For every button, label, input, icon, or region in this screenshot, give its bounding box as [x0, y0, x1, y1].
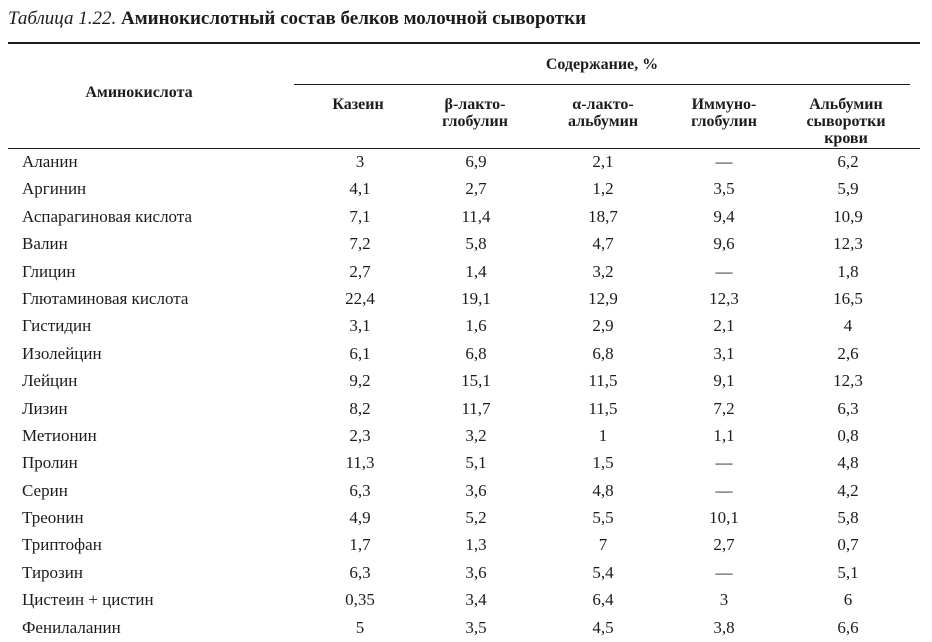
table-cell: 4,5: [592, 617, 614, 637]
table-cell: 2,7: [349, 261, 371, 281]
table-cell: 5: [355, 617, 365, 637]
table-row: [0, 175, 932, 202]
amino-acid-name: Изолейцин: [22, 343, 102, 363]
table-row: [0, 586, 932, 613]
table-cell: 2,1: [713, 316, 735, 336]
table-cell: 4,2: [837, 480, 859, 500]
table-cell: —: [715, 261, 733, 281]
table-cell: 9,1: [713, 371, 735, 391]
table-cell: 4,9: [349, 508, 371, 528]
amino-acid-name: Пролин: [22, 453, 78, 473]
table-cell: 11,4: [461, 206, 491, 226]
table-cell: 5,1: [465, 453, 487, 473]
table-cell: 6,3: [349, 480, 371, 500]
column-header-serum-albumin: Альбумин сыворотки крови: [806, 96, 886, 147]
table-cell: 2,7: [465, 179, 487, 199]
amino-acid-name: Лейцин: [22, 371, 78, 391]
table-cell: 1,3: [465, 535, 487, 555]
table-cell: 5,8: [465, 234, 487, 254]
table-caption: [8, 2, 586, 36]
table-cell: 5,5: [592, 508, 614, 528]
table-cell: 3,6: [465, 480, 487, 500]
table-cell: 1,4: [465, 261, 487, 281]
table-cell: 4: [843, 316, 853, 336]
table-cell: 1,2: [592, 179, 614, 199]
amino-acid-name: Глицин: [22, 261, 76, 281]
table-cell: 6,8: [465, 343, 487, 363]
table-row: [0, 203, 932, 230]
table-row: [0, 504, 932, 531]
table-cell: 4,1: [349, 179, 371, 199]
table-cell: 1,6: [465, 316, 487, 336]
table-cell: —: [715, 453, 733, 473]
table-cell: 2,6: [837, 343, 859, 363]
table-cell: 1: [598, 425, 608, 445]
table-cell: 6: [843, 590, 853, 610]
amino-acid-name: Аланин: [22, 152, 78, 171]
table-cell: 1,1: [713, 425, 735, 445]
table-cell: —: [715, 480, 733, 500]
table-row: [0, 340, 932, 367]
table-cell: 7,2: [349, 234, 371, 254]
table-cell: 9,2: [349, 371, 371, 391]
table-cell: 5,4: [592, 562, 614, 582]
table-cell: 1,5: [592, 453, 614, 473]
table-cell: 12,3: [709, 288, 739, 308]
amino-acid-name: Цистеин + цистин: [22, 590, 154, 610]
table-cell: 15,1: [461, 371, 491, 391]
table-cell: 6,3: [837, 398, 859, 418]
amino-acid-name: Аспарагиновая кислота: [22, 206, 193, 226]
table-cell: 7,1: [349, 206, 371, 226]
table-row: [0, 395, 932, 422]
amino-acid-name: Фенилаланин: [22, 617, 121, 637]
table-cell: 3,6: [465, 562, 487, 582]
column-header-alpha-lactalbumin: α-лакто- альбумин: [567, 96, 639, 130]
table-cell: 11,7: [461, 398, 491, 418]
table-row: [0, 367, 932, 394]
table-cell: 3,1: [713, 343, 735, 363]
top-rule: [8, 42, 920, 44]
table-cell: 6,3: [349, 562, 371, 582]
column-header-beta-lactoglobulin: β-лакто- глобулин: [442, 96, 508, 130]
table-row: [0, 449, 932, 476]
table-cell: 3,8: [713, 617, 735, 637]
table-cell: 16,5: [833, 288, 863, 308]
table-row: [0, 312, 932, 339]
table-row: [0, 258, 932, 285]
amino-acid-name: Треонин: [22, 508, 84, 528]
amino-acid-name: Гистидин: [22, 316, 92, 336]
table-row: [0, 230, 932, 257]
table-row: [0, 148, 932, 175]
table-cell: 12,3: [833, 234, 863, 254]
table-cell: 7,2: [713, 398, 735, 418]
table-cell: 5,1: [837, 562, 859, 582]
table-cell: 12,3: [833, 371, 863, 391]
table-cell: 6,4: [592, 590, 614, 610]
amino-acid-name: Валин: [22, 234, 68, 254]
amino-acid-name: Метионин: [22, 425, 97, 445]
table-cell: 1,7: [349, 535, 371, 555]
table-cell: 11,3: [345, 453, 375, 473]
table-cell: 19,1: [461, 288, 491, 308]
table-number: Таблица 1.22.: [8, 8, 117, 29]
table-cell: 5,2: [465, 508, 487, 528]
table-cell: 2,9: [592, 316, 614, 336]
column-header-casein: Казеин: [332, 96, 384, 113]
table-cell: 11,5: [588, 371, 618, 391]
table-cell: 10,9: [833, 206, 863, 226]
table-cell: 6,9: [465, 152, 487, 171]
table-cell: 18,7: [588, 206, 618, 226]
table-cell: 1,8: [837, 261, 859, 281]
table-cell: 3,2: [592, 261, 614, 281]
table-cell: 3: [719, 590, 729, 610]
table-cell: 3: [355, 152, 365, 171]
table-cell: 4,8: [592, 480, 614, 500]
table-cell: 2,7: [713, 535, 735, 555]
table-cell: 3,4: [465, 590, 487, 610]
amino-acid-name: Тирозин: [22, 562, 83, 582]
table-cell: 0,7: [837, 535, 859, 555]
table-row: [0, 614, 932, 641]
table-row: [0, 422, 932, 449]
table-row: [0, 559, 932, 586]
table-cell: 9,6: [713, 234, 735, 254]
table-row: [0, 477, 932, 504]
table-cell: 3,1: [349, 316, 371, 336]
table-row: [0, 531, 932, 558]
table-cell: 9,4: [713, 206, 735, 226]
table-cell: 3,2: [465, 425, 487, 445]
table-cell: 10,1: [709, 508, 739, 528]
table-cell: 22,4: [345, 288, 375, 308]
table-cell: —: [715, 152, 733, 171]
content-subrule: [294, 84, 910, 85]
table-cell: 8,2: [349, 398, 371, 418]
table-row: [0, 285, 932, 312]
table-cell: 6,6: [837, 617, 859, 637]
amino-acid-name: Аргинин: [22, 179, 87, 199]
amino-acid-name: Лизин: [22, 398, 68, 418]
table-cell: 5,8: [837, 508, 859, 528]
content-header: Содержание, %: [545, 56, 659, 73]
table-cell: 6,1: [349, 343, 371, 363]
amino-acid-name: Триптофан: [22, 535, 102, 555]
table-cell: 3,5: [465, 617, 487, 637]
table-cell: 6,2: [837, 152, 859, 171]
amino-acid-name: Глютаминовая кислота: [22, 288, 189, 308]
table-cell: 0,35: [345, 590, 375, 610]
table-cell: 3,5: [713, 179, 735, 199]
table-body: [0, 148, 932, 641]
table-cell: 11,5: [588, 398, 618, 418]
table-cell: 5,9: [837, 179, 859, 199]
amino-acid-header: Аминокислота: [85, 84, 193, 101]
amino-acid-name: Серин: [22, 480, 68, 500]
table-cell: 0,8: [837, 425, 859, 445]
table-cell: 2,1: [592, 152, 614, 171]
table-cell: 7: [598, 535, 608, 555]
table-cell: 12,9: [588, 288, 618, 308]
table-title: Аминокислотный состав белков молочной сыворотки: [120, 8, 587, 29]
table-cell: 2,3: [349, 425, 371, 445]
table-cell: 6,8: [592, 343, 614, 363]
column-header-immunoglobulin: Иммуно- глобулин: [691, 96, 757, 130]
table-cell: 4,8: [837, 453, 859, 473]
table-cell: 4,7: [592, 234, 614, 254]
table-cell: —: [715, 562, 733, 582]
